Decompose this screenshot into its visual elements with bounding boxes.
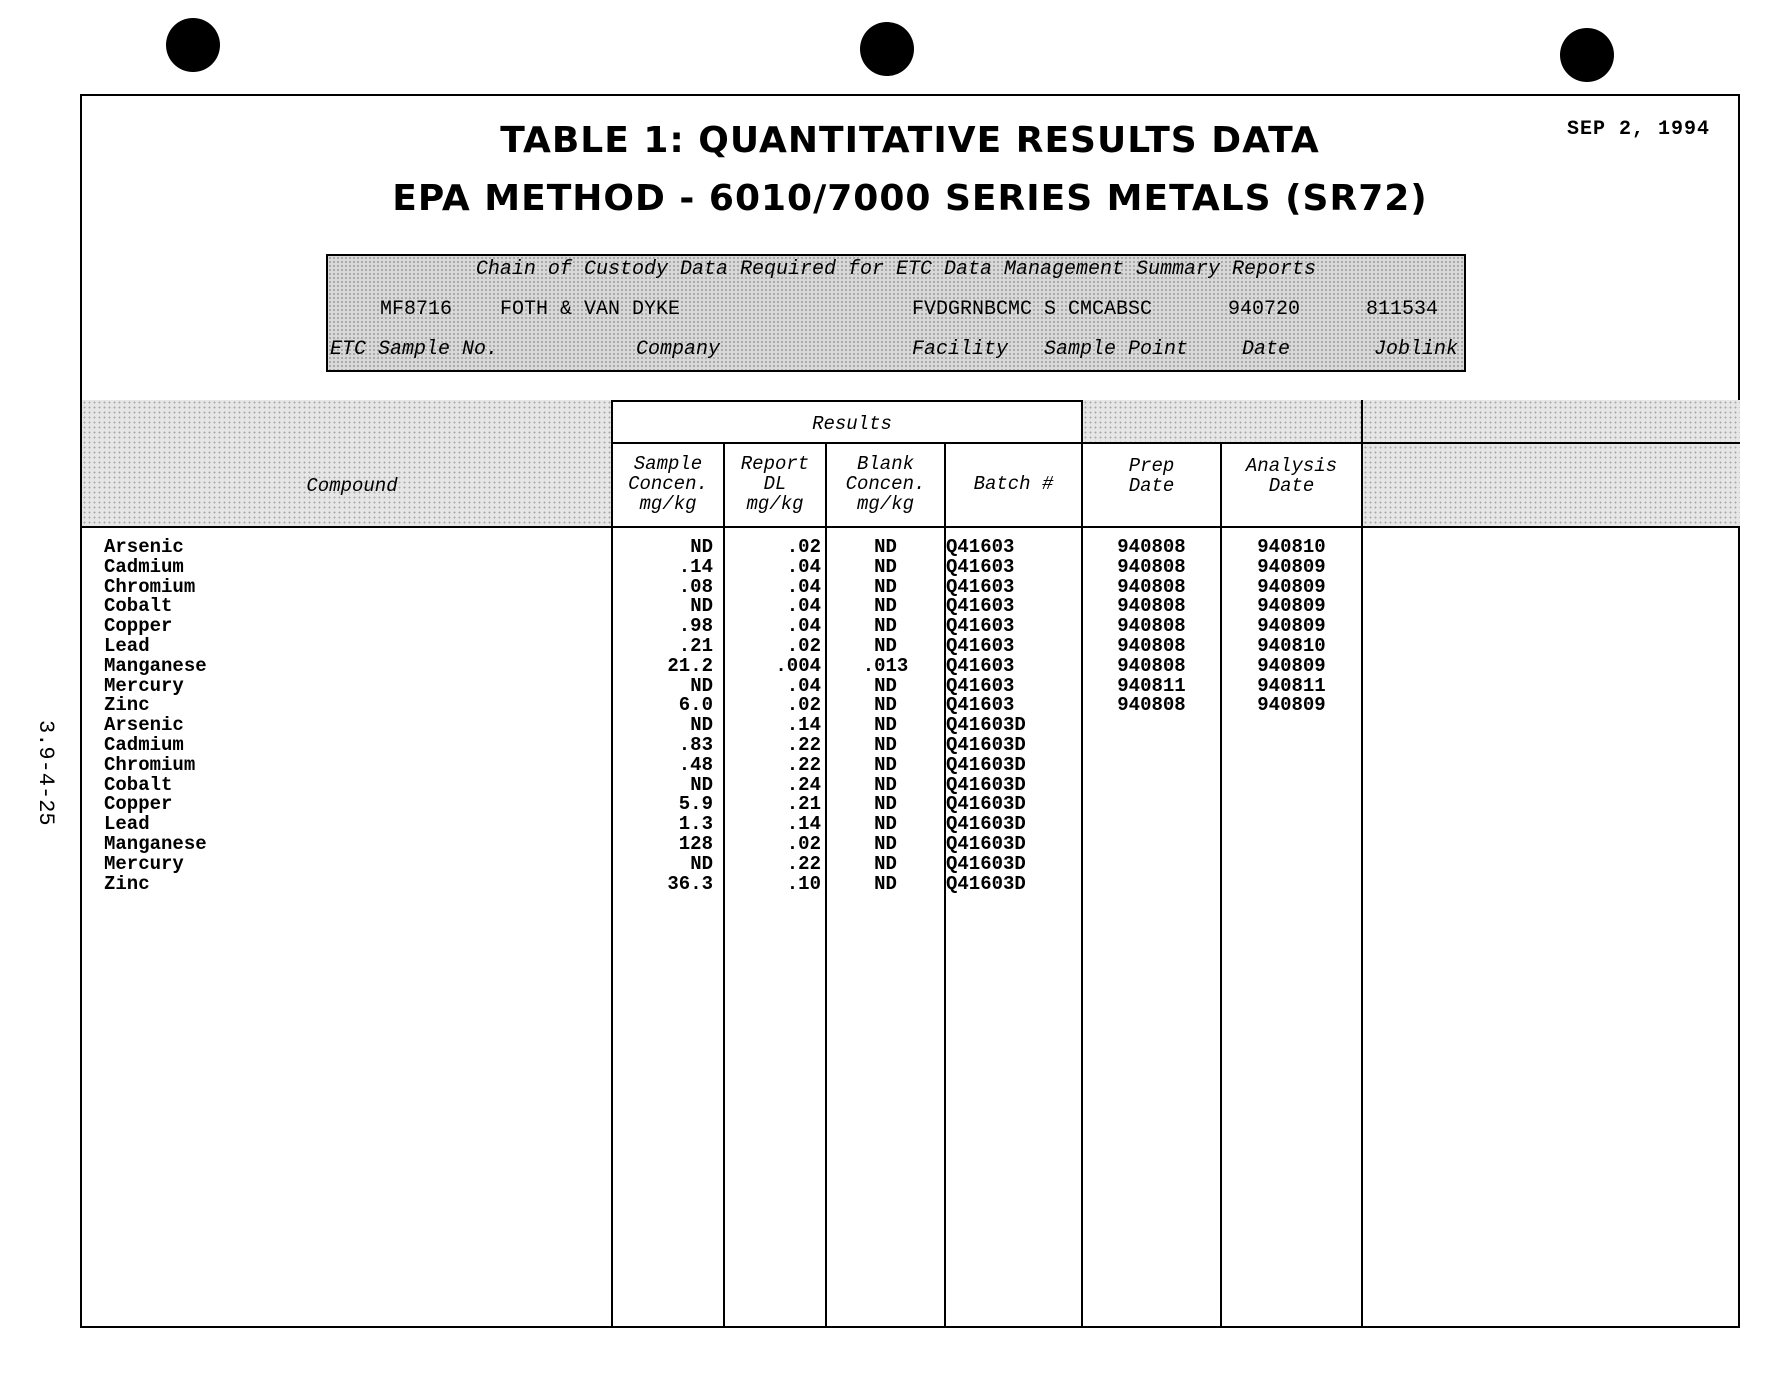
sample-no-value: MF8716 [380, 298, 453, 321]
binder-hole [1560, 28, 1614, 82]
sample-concen-cell: .14 [678, 555, 713, 578]
report-dl-cell: .04 [786, 555, 821, 578]
report-dl-cell: .22 [786, 753, 821, 776]
batch-cell: Q41603 [946, 555, 1015, 578]
batch-cell: Q41603D [946, 813, 1026, 836]
sample-concen-cell: 6.0 [678, 694, 713, 717]
report-dl-cell: .21 [786, 793, 821, 816]
chain-of-custody-box [326, 254, 1466, 372]
analysis-date-cell: 940809 [1257, 694, 1326, 717]
binder-hole [166, 18, 220, 72]
facility-label: Facility [912, 338, 1009, 361]
prep-date-cell: 940811 [1117, 674, 1186, 697]
sample-concen-cell: ND [690, 852, 713, 875]
custody-date-label: Date [1242, 338, 1291, 361]
report-dl-cell: .24 [786, 773, 821, 796]
results-header: Results [812, 413, 892, 435]
col-line [1361, 400, 1363, 1326]
prep-date-cell: 940808 [1117, 575, 1186, 598]
report-date: SEP 2, 1994 [1566, 118, 1710, 141]
analysis-date-cell: 940809 [1257, 555, 1326, 578]
report-dl-cell: .004 [775, 654, 821, 677]
report-dl-cell: .02 [786, 635, 821, 657]
sample-concen-cell: 128 [678, 833, 713, 855]
sample-concen-cell: ND [690, 714, 713, 737]
sample-point-label: Sample Point [1044, 338, 1189, 361]
compound-cell: Arsenic [104, 714, 184, 737]
sample-concen-cell: 5.9 [678, 793, 713, 816]
blank-concen-header: Blank Concen. mg/kg [845, 453, 926, 515]
blank-concen-cell: ND [874, 694, 897, 717]
compound-header-bg [82, 400, 611, 526]
blank-concen-cell: ND [874, 595, 897, 618]
batch-cell: Q41603 [946, 694, 1015, 717]
blank-concen-cell: ND [874, 714, 897, 737]
batch-cell: Q41603D [946, 753, 1026, 776]
sample-concen-cell: ND [690, 773, 713, 796]
sample-concen-cell: 1.3 [678, 813, 713, 836]
sample-concen-cell: ND [690, 536, 713, 558]
blank-concen-cell: ND [874, 635, 897, 657]
prep-date-cell: 940808 [1117, 595, 1186, 618]
prep-date-header: Prep Date [1128, 455, 1175, 497]
company-label: Company [636, 338, 721, 361]
compound-cell: Manganese [104, 833, 207, 855]
report-dl-cell: .02 [786, 833, 821, 855]
compound-cell: Mercury [104, 674, 184, 697]
compound-cell: Arsenic [104, 536, 184, 558]
document-frame [80, 94, 1740, 1328]
custody-date-value: 940720 [1228, 298, 1301, 321]
batch-cell: Q41603D [946, 872, 1026, 895]
sample-concen-cell: 36.3 [667, 872, 713, 895]
compound-cell: Cadmium [104, 734, 184, 756]
report-dl-cell: .22 [786, 734, 821, 756]
blank-concen-cell: ND [874, 575, 897, 598]
report-dl-cell: .04 [786, 595, 821, 618]
compound-cell: Lead [104, 635, 150, 657]
method-title: EPA METHOD - 6010/7000 SERIES METALS (SR72) [392, 178, 1428, 219]
compound-cell: Mercury [104, 852, 184, 875]
blank-concen-cell: ND [874, 734, 897, 756]
joblink-label: Joblink [1374, 338, 1459, 361]
analysis-date-cell: 940809 [1257, 615, 1326, 638]
dates-header-bg [1083, 400, 1361, 442]
batch-cell: Q41603 [946, 615, 1015, 638]
blank-concen-cell: ND [874, 793, 897, 816]
report-dl-cell: .04 [786, 615, 821, 638]
blank-concen-cell: ND [874, 753, 897, 776]
compound-cell: Lead [104, 813, 150, 836]
report-dl-cell: .04 [786, 674, 821, 697]
report-dl-cell: .14 [786, 813, 821, 836]
sample-concen-cell: .83 [678, 734, 713, 756]
batch-cell: Q41603D [946, 852, 1026, 875]
blank-concen-cell: ND [874, 852, 897, 875]
sample-concen-cell: ND [690, 674, 713, 697]
header-line-top-results [611, 442, 1740, 444]
sample-concen-cell: .08 [678, 575, 713, 598]
report-dl-cell: .10 [786, 872, 821, 895]
batch-cell: Q41603D [946, 714, 1026, 737]
analysis-date-cell: 940810 [1257, 635, 1326, 657]
blank-concen-cell: ND [874, 872, 897, 895]
joblink-value: 811534 [1366, 298, 1439, 321]
compound-header: Compound [306, 475, 398, 497]
compound-cell: Zinc [104, 694, 150, 717]
batch-cell: Q41603 [946, 674, 1015, 697]
prep-date-cell: 940808 [1117, 694, 1186, 717]
compound-cell: Manganese [104, 654, 207, 677]
blank-concen-cell: ND [874, 674, 897, 697]
batch-cell: Q41603 [946, 536, 1015, 558]
report-dl-cell: .14 [786, 714, 821, 737]
compound-cell: Copper [104, 615, 173, 638]
report-dl-cell: .04 [786, 575, 821, 598]
analysis-date-cell: 940809 [1257, 595, 1326, 618]
sample-no-label: ETC Sample No. [330, 338, 499, 361]
header-bottom-line [82, 526, 1738, 528]
compound-cell: Zinc [104, 872, 150, 895]
extra-header-bg [1363, 400, 1740, 526]
blank-concen-cell: ND [874, 555, 897, 578]
sample-concen-cell: ND [690, 595, 713, 618]
sample-concen-cell: .21 [678, 635, 713, 657]
blank-concen-cell: ND [874, 813, 897, 836]
compound-cell: Copper [104, 793, 173, 816]
sample-concen-header: Sample Concen. mg/kg [628, 453, 708, 515]
report-dl-cell: .22 [786, 852, 821, 875]
blank-concen-cell: ND [874, 615, 897, 638]
compound-cell: Chromium [104, 753, 196, 776]
page-id: 3.9-4-25 [33, 720, 58, 826]
prep-date-cell: 940808 [1117, 654, 1186, 677]
compound-cell: Cobalt [104, 773, 173, 796]
batch-cell: Q41603D [946, 734, 1026, 756]
batch-header: Batch # [973, 473, 1054, 495]
analysis-date-cell: 940809 [1257, 575, 1326, 598]
report-dl-cell: .02 [786, 694, 821, 717]
batch-cell: Q41603 [946, 635, 1015, 657]
batch-cell: Q41603 [946, 595, 1015, 618]
analysis-date-cell: 940809 [1257, 654, 1326, 677]
table-title: TABLE 1: QUANTITATIVE RESULTS DATA [500, 120, 1320, 161]
sample-point-value: S CMCABSC [1044, 298, 1153, 321]
facility-value: FVDGRNBCMC [912, 298, 1033, 321]
blank-concen-cell: ND [874, 833, 897, 855]
blank-concen-cell: ND [874, 536, 897, 558]
sample-concen-cell: .98 [678, 615, 713, 638]
prep-date-cell: 940808 [1117, 555, 1186, 578]
report-dl-header: Report DL mg/kg [740, 453, 810, 515]
prep-date-cell: 940808 [1117, 615, 1186, 638]
batch-cell: Q41603 [946, 575, 1015, 598]
company-value: FOTH & VAN DYKE [500, 298, 681, 321]
report-dl-cell: .02 [786, 536, 821, 558]
batch-cell: Q41603D [946, 793, 1026, 816]
analysis-date-cell: 940811 [1257, 674, 1326, 697]
binder-hole [860, 22, 914, 76]
prep-date-cell: 940808 [1117, 536, 1186, 558]
blank-concen-cell: ND [874, 773, 897, 796]
compound-cell: Chromium [104, 575, 196, 598]
compound-cell: Cadmium [104, 555, 184, 578]
sample-concen-cell: 21.2 [667, 654, 713, 677]
sample-concen-cell: .48 [678, 753, 713, 776]
results-table [82, 400, 1738, 1326]
batch-cell: Q41603 [946, 654, 1015, 677]
analysis-date-cell: 940810 [1257, 536, 1326, 558]
report-header [82, 96, 1738, 402]
compound-cell: Cobalt [104, 595, 173, 618]
analysis-date-header: Analysis Date [1245, 455, 1338, 497]
custody-heading: Chain of Custody Data Required for ETC Data Management Summary Reports [475, 258, 1317, 281]
batch-cell: Q41603D [946, 833, 1026, 855]
blank-concen-cell: .013 [862, 654, 909, 677]
batch-cell: Q41603D [946, 773, 1026, 796]
prep-date-cell: 940808 [1117, 635, 1186, 657]
